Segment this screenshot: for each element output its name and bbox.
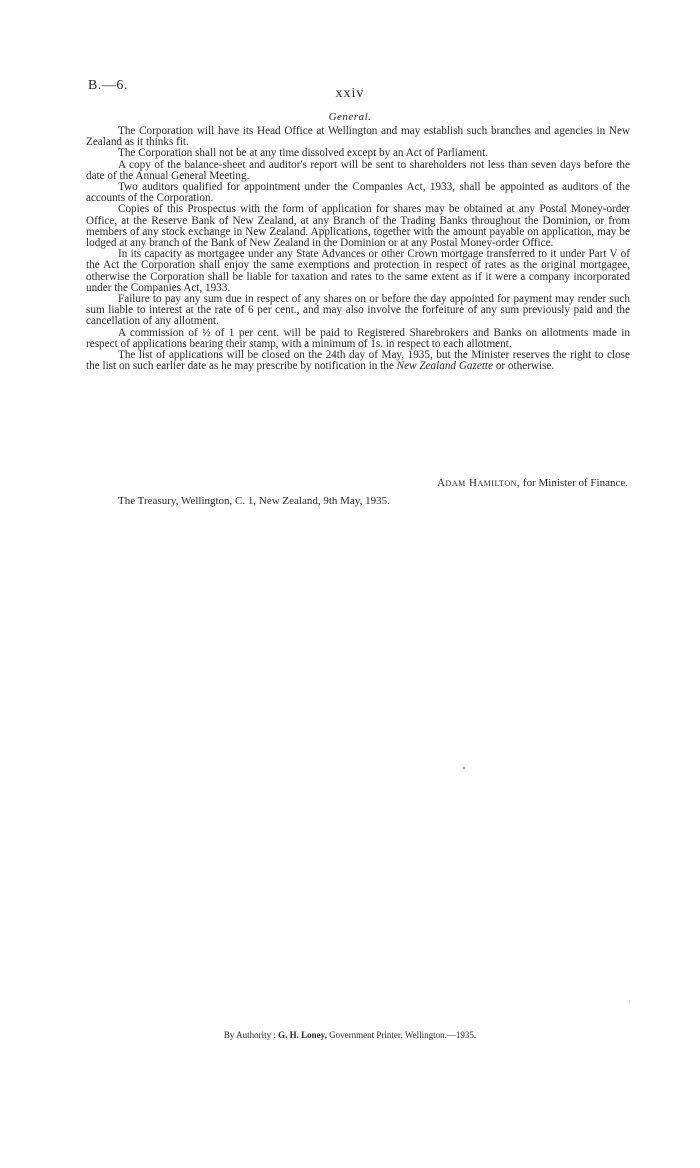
paragraph-head-office: The Corporation will have its Head Office at Wellington and may establish such branches and agencies in New Zealand as it thinks fit.	[86, 125, 630, 149]
paragraph-mortgagee-capacity: In its capacity as mortgagee under any State Advances or other Crown mortgage transferred to it under Part V of the Act the Corporation shall enjoy the same exemptions and protection in respect of rates as the original mortgagee, otherwise the Corporation shall be liable for taxation and rates to the same extent as if it were a company incorporated under the Companies Act, 1933.	[86, 248, 630, 294]
signatory-name: Adam Hamilton,	[437, 477, 521, 489]
printer-imprint	[0, 1030, 700, 1040]
paragraph-balance-sheet: A copy of the balance-sheet and auditor's report will be sent to shareholders not less than seven days before the date of the Annual General Meeting.	[86, 158, 630, 182]
closing-text-before: The list of applications will be closed on the 24th day of May, 1935, but the Minister reserves the right to close the list on such earlier date as he may prescribe by notification in the	[86, 349, 630, 373]
scan-speck	[629, 1000, 630, 1003]
imprint-prefix: By Authority :	[223, 1030, 279, 1040]
scan-speck	[463, 767, 465, 769]
paragraph-dissolution: The Corporation shall not be at any time dissolved except by an Act of Parliament.	[118, 147, 489, 160]
document-code: B.—6.	[88, 78, 128, 93]
paragraph-closing-list	[86, 350, 630, 372]
signature	[437, 477, 628, 489]
section-heading: General.	[328, 111, 372, 123]
imprint-suffix: Government Printer, Wellington.—1935.	[326, 1030, 477, 1040]
closing-text-after: or otherwise.	[493, 360, 555, 373]
paragraph-prospectus-copies: Copies of this Prospectus with the form of application for shares may be obtained at any Postal Money-order Office, at the Reserve Bank of New Zealand, at any Branch of the Trading Banks throughout the Dominion, or from members of any stock exchange in New Zealand. Applications, together with the amount payable on application, may be lodged at any branch of the Bank of New Zealand in the Dominion or at any Postal Money-order Office.	[86, 203, 630, 250]
body-text	[86, 126, 630, 372]
paragraph-commission: A commission of ½ of 1 per cent. will be paid to Registered Sharebrokers and Banks on allotments made in respect of applications bearing their stamp, with a minimum of 1s. in respect to each allotment.	[86, 326, 630, 350]
paragraph-auditors: Two auditors qualified for appointment under the Companies Act, 1933, shall be appointed as auditors of the accounts of the Corporation.	[86, 181, 630, 205]
gazette-title: New Zealand Gazette	[396, 360, 494, 373]
paragraph-payment-failure: Failure to pay any sum due in respect of any shares on or before the day appointed for payment may render such sum liable to interest at the rate of 6 per cent., and may also involve the forfeiture of any sum previously paid and the cancellation of any allotment.	[86, 293, 630, 328]
signatory-title: for Minister of Finance.	[520, 477, 628, 489]
page-number: xxiv	[335, 86, 365, 101]
place-and-date: The Treasury, Wellington, C. 1, New Zealand, 9th May, 1935.	[118, 495, 390, 507]
imprint-printer: G. H. Loney,	[278, 1030, 327, 1040]
